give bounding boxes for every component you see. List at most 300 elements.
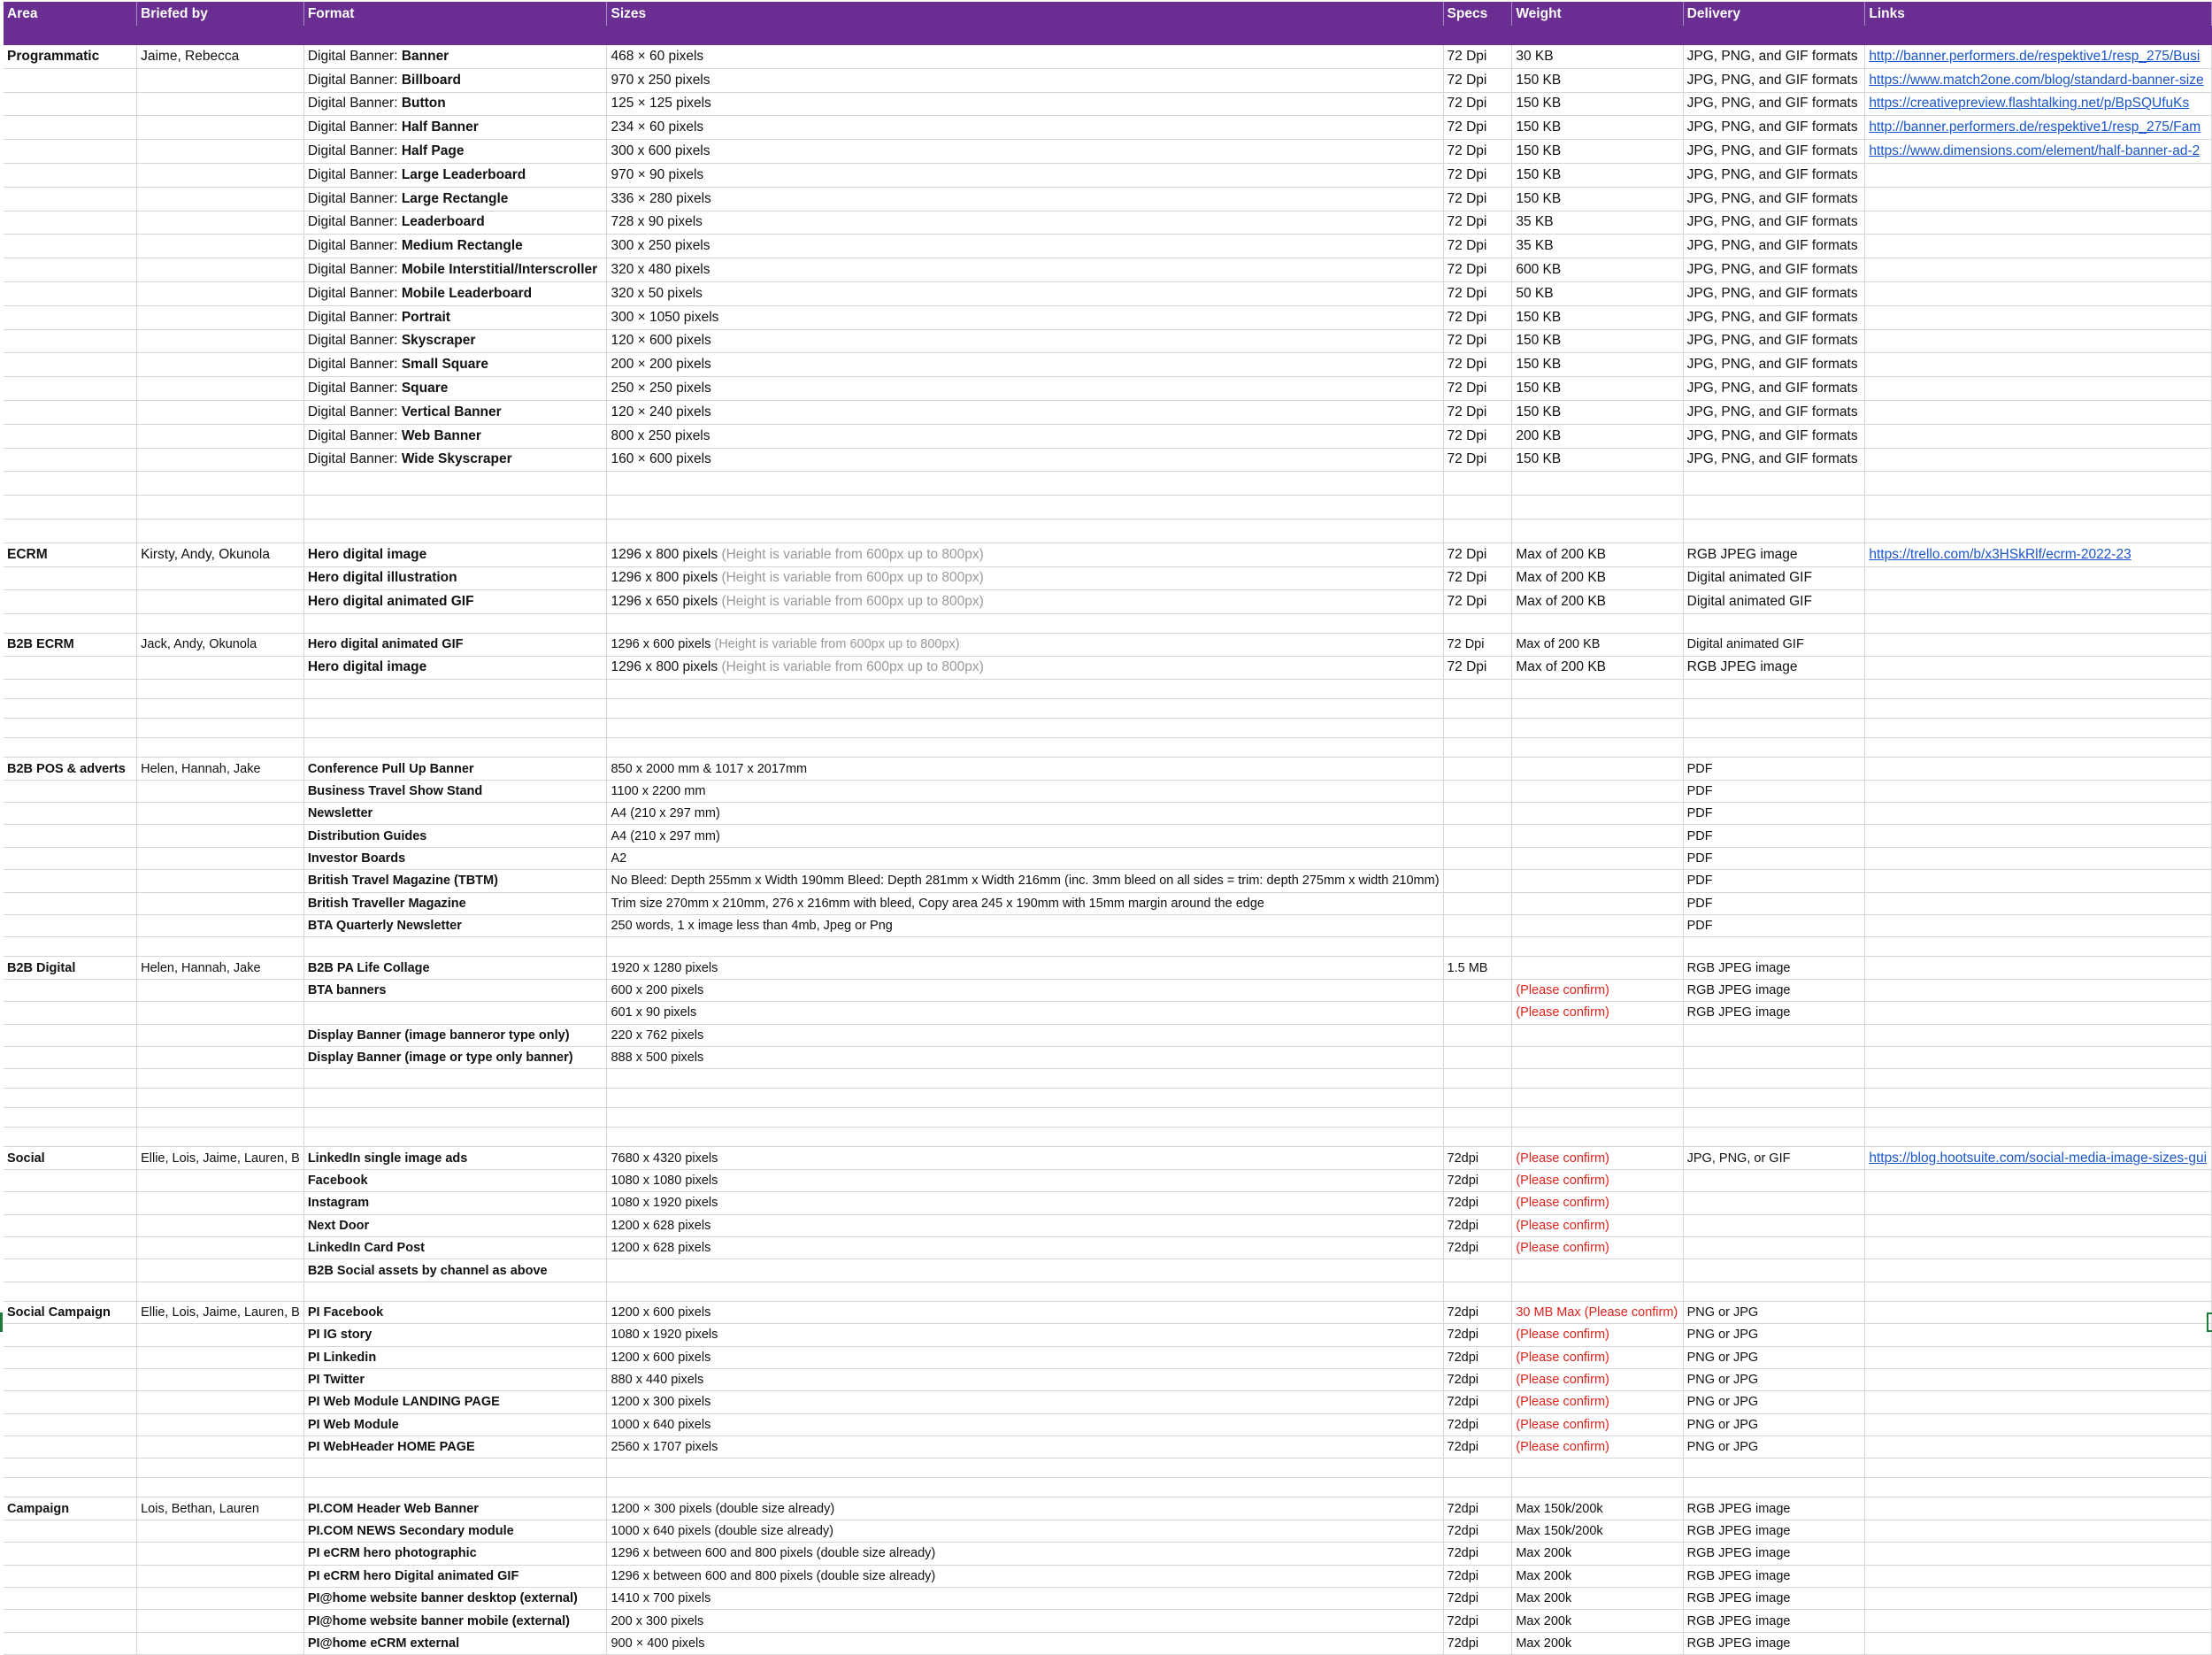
cell[interactable] xyxy=(1683,1413,1865,1436)
cell[interactable] xyxy=(607,68,1443,92)
cell[interactable] xyxy=(303,1259,607,1282)
cell[interactable] xyxy=(4,979,137,1001)
cell[interactable] xyxy=(1443,1108,1512,1128)
cell[interactable] xyxy=(1512,957,1683,979)
cell[interactable] xyxy=(303,543,607,566)
cell[interactable] xyxy=(137,614,304,634)
cell[interactable] xyxy=(137,1214,304,1236)
cell[interactable] xyxy=(1865,825,2212,847)
cell[interactable] xyxy=(1865,915,2212,937)
cell[interactable] xyxy=(4,1192,137,1214)
cell[interactable] xyxy=(607,258,1443,282)
cell[interactable] xyxy=(1443,979,1512,1001)
cell[interactable] xyxy=(1512,1089,1683,1108)
cell[interactable] xyxy=(1683,1543,1865,1565)
reference-link[interactable]: https://www.dimensions.com/element/half-banner-ad-2 xyxy=(1869,143,2200,159)
cell[interactable] xyxy=(4,1259,137,1282)
cell[interactable] xyxy=(1443,1610,1512,1632)
cell[interactable] xyxy=(137,1169,304,1191)
cell[interactable] xyxy=(1512,1391,1683,1413)
cell[interactable] xyxy=(4,92,137,116)
cell[interactable] xyxy=(303,780,607,802)
cell[interactable] xyxy=(1683,92,1865,116)
cell[interactable] xyxy=(1865,258,2212,282)
cell[interactable] xyxy=(1512,870,1683,892)
cell[interactable] xyxy=(4,258,137,282)
cell[interactable] xyxy=(4,68,137,92)
cell[interactable] xyxy=(1683,1497,1865,1520)
cell[interactable] xyxy=(137,1024,304,1046)
header-area[interactable]: Area xyxy=(4,2,137,26)
cell[interactable] xyxy=(4,1346,137,1368)
cell[interactable] xyxy=(4,825,137,847)
cell[interactable] xyxy=(1512,163,1683,187)
cell[interactable] xyxy=(1683,1024,1865,1046)
cell[interactable] xyxy=(1683,235,1865,258)
cell[interactable] xyxy=(4,281,137,305)
cell[interactable] xyxy=(137,656,304,680)
cell[interactable] xyxy=(1683,1478,1865,1497)
cell[interactable] xyxy=(303,353,607,377)
cell[interactable] xyxy=(1865,1543,2212,1565)
cell[interactable] xyxy=(607,1214,1443,1236)
cell[interactable] xyxy=(1512,543,1683,566)
cell[interactable] xyxy=(1443,424,1512,448)
cell[interactable] xyxy=(1683,1192,1865,1214)
cell[interactable] xyxy=(607,211,1443,235)
cell[interactable] xyxy=(4,1024,137,1046)
cell[interactable] xyxy=(4,448,137,472)
cell[interactable] xyxy=(607,1301,1443,1323)
cell[interactable] xyxy=(1865,1520,2212,1542)
cell[interactable] xyxy=(303,803,607,825)
cell[interactable] xyxy=(1512,979,1683,1001)
cell[interactable] xyxy=(1443,870,1512,892)
cell[interactable] xyxy=(1512,377,1683,401)
cell[interactable] xyxy=(303,496,607,520)
cell[interactable] xyxy=(303,92,607,116)
cell[interactable] xyxy=(1865,329,2212,353)
cell[interactable] xyxy=(1865,448,2212,472)
cell[interactable] xyxy=(137,448,304,472)
cell[interactable] xyxy=(607,590,1443,614)
cell[interactable] xyxy=(1512,1147,1683,1169)
cell[interactable] xyxy=(137,1478,304,1497)
cell[interactable] xyxy=(1865,1301,2212,1323)
cell[interactable] xyxy=(1865,1128,2212,1147)
cell[interactable] xyxy=(303,1368,607,1390)
cell[interactable] xyxy=(1443,1497,1512,1520)
cell[interactable] xyxy=(1512,1301,1683,1323)
cell[interactable] xyxy=(1683,472,1865,496)
cell[interactable] xyxy=(137,1108,304,1128)
cell[interactable] xyxy=(1443,1368,1512,1390)
header-sizes[interactable]: Sizes xyxy=(607,2,1443,26)
cell[interactable] xyxy=(303,235,607,258)
cell[interactable] xyxy=(303,1632,607,1654)
cell[interactable] xyxy=(137,1128,304,1147)
cell[interactable] xyxy=(1443,957,1512,979)
cell[interactable] xyxy=(303,258,607,282)
cell[interactable] xyxy=(1865,1459,2212,1478)
cell[interactable] xyxy=(1443,496,1512,520)
cell[interactable] xyxy=(303,1002,607,1024)
cell[interactable] xyxy=(303,1520,607,1542)
cell[interactable] xyxy=(1683,825,1865,847)
cell[interactable] xyxy=(1512,1368,1683,1390)
cell[interactable] xyxy=(1512,1069,1683,1089)
cell[interactable] xyxy=(137,847,304,869)
cell[interactable] xyxy=(1683,680,1865,699)
cell[interactable] xyxy=(607,448,1443,472)
cell[interactable] xyxy=(1683,1002,1865,1024)
cell[interactable] xyxy=(1512,1169,1683,1191)
cell[interactable] xyxy=(1683,211,1865,235)
cell[interactable] xyxy=(303,472,607,496)
cell[interactable] xyxy=(1683,614,1865,634)
cell[interactable] xyxy=(1512,803,1683,825)
cell[interactable] xyxy=(137,1147,304,1169)
cell[interactable] xyxy=(1443,140,1512,164)
cell[interactable] xyxy=(1443,566,1512,590)
cell[interactable] xyxy=(1512,68,1683,92)
cell[interactable] xyxy=(303,634,607,656)
cell[interactable] xyxy=(607,1520,1443,1542)
cell[interactable] xyxy=(303,1436,607,1459)
cell[interactable] xyxy=(1443,680,1512,699)
cell[interactable] xyxy=(137,400,304,424)
cell[interactable] xyxy=(137,825,304,847)
cell[interactable] xyxy=(303,566,607,590)
cell[interactable] xyxy=(303,915,607,937)
header-briefed-by[interactable]: Briefed by xyxy=(137,2,304,26)
cell[interactable] xyxy=(607,825,1443,847)
cell[interactable] xyxy=(1683,656,1865,680)
cell[interactable] xyxy=(1683,1128,1865,1147)
cell[interactable] xyxy=(4,305,137,329)
cell[interactable] xyxy=(1443,825,1512,847)
cell[interactable] xyxy=(137,1089,304,1108)
cell[interactable] xyxy=(137,543,304,566)
cell[interactable] xyxy=(1512,1436,1683,1459)
cell[interactable] xyxy=(1443,92,1512,116)
cell[interactable] xyxy=(1865,1497,2212,1520)
cell[interactable] xyxy=(1443,1147,1512,1169)
cell[interactable] xyxy=(607,1002,1443,1024)
cell[interactable] xyxy=(1683,116,1865,140)
cell[interactable] xyxy=(303,1478,607,1497)
cell[interactable] xyxy=(1443,1478,1512,1497)
cell[interactable] xyxy=(137,699,304,719)
cell[interactable] xyxy=(1865,45,2212,68)
cell[interactable] xyxy=(303,957,607,979)
cell[interactable] xyxy=(303,1413,607,1436)
cell[interactable] xyxy=(1865,116,2212,140)
cell[interactable] xyxy=(607,1282,1443,1301)
cell[interactable] xyxy=(137,68,304,92)
cell[interactable] xyxy=(1443,915,1512,937)
cell[interactable] xyxy=(1443,1391,1512,1413)
cell[interactable] xyxy=(607,163,1443,187)
cell[interactable] xyxy=(1683,400,1865,424)
cell[interactable] xyxy=(303,329,607,353)
cell[interactable] xyxy=(1512,719,1683,738)
cell[interactable] xyxy=(4,699,137,719)
cell[interactable] xyxy=(137,353,304,377)
cell[interactable] xyxy=(1512,116,1683,140)
cell[interactable] xyxy=(1443,1413,1512,1436)
cell[interactable] xyxy=(303,1147,607,1169)
cell[interactable] xyxy=(4,614,137,634)
cell[interactable] xyxy=(4,1002,137,1024)
cell[interactable] xyxy=(1683,1610,1865,1632)
reference-link[interactable]: https://www.match2one.com/blog/standard-banner-size xyxy=(1869,72,2204,88)
cell[interactable] xyxy=(137,1301,304,1323)
cell[interactable] xyxy=(303,699,607,719)
cell[interactable] xyxy=(1443,847,1512,869)
cell[interactable] xyxy=(1443,1047,1512,1069)
cell[interactable] xyxy=(1512,1324,1683,1346)
cell[interactable] xyxy=(4,472,137,496)
cell[interactable] xyxy=(4,377,137,401)
cell[interactable] xyxy=(137,1459,304,1478)
cell[interactable] xyxy=(1512,1282,1683,1301)
cell[interactable] xyxy=(1683,45,1865,68)
cell[interactable] xyxy=(1865,1147,2212,1169)
cell[interactable] xyxy=(1683,1282,1865,1301)
cell[interactable] xyxy=(607,870,1443,892)
cell[interactable] xyxy=(303,187,607,211)
cell[interactable] xyxy=(137,780,304,802)
cell[interactable] xyxy=(137,1565,304,1587)
cell[interactable] xyxy=(303,1459,607,1478)
cell[interactable] xyxy=(137,1588,304,1610)
cell[interactable] xyxy=(1683,1588,1865,1610)
cell[interactable] xyxy=(1683,870,1865,892)
cell[interactable] xyxy=(1443,1543,1512,1565)
cell[interactable] xyxy=(1865,1632,2212,1654)
cell[interactable] xyxy=(1683,448,1865,472)
cell[interactable] xyxy=(1865,235,2212,258)
cell[interactable] xyxy=(607,377,1443,401)
cell[interactable] xyxy=(1512,1632,1683,1654)
cell[interactable] xyxy=(303,1069,607,1089)
header-links[interactable]: Links xyxy=(1865,2,2212,26)
cell[interactable] xyxy=(607,780,1443,802)
cell[interactable] xyxy=(137,377,304,401)
cell[interactable] xyxy=(607,699,1443,719)
cell[interactable] xyxy=(1443,780,1512,802)
cell[interactable] xyxy=(303,870,607,892)
cell[interactable] xyxy=(4,719,137,738)
cell[interactable] xyxy=(1512,566,1683,590)
cell[interactable] xyxy=(1512,258,1683,282)
reference-link[interactable]: https://trello.com/b/x3HSkRlf/ecrm-2022-23 xyxy=(1869,546,2131,562)
cell[interactable] xyxy=(1443,472,1512,496)
cell[interactable] xyxy=(1865,1214,2212,1236)
cell[interactable] xyxy=(4,1128,137,1147)
cell[interactable] xyxy=(303,719,607,738)
cell[interactable] xyxy=(1443,1588,1512,1610)
cell[interactable] xyxy=(607,1391,1443,1413)
cell[interactable] xyxy=(4,1368,137,1390)
cell[interactable] xyxy=(1683,1047,1865,1069)
cell[interactable] xyxy=(137,566,304,590)
cell[interactable] xyxy=(1512,1459,1683,1478)
cell[interactable] xyxy=(137,1391,304,1413)
cell[interactable] xyxy=(607,92,1443,116)
cell[interactable] xyxy=(1443,892,1512,914)
cell[interactable] xyxy=(137,915,304,937)
cell[interactable] xyxy=(137,1368,304,1390)
cell[interactable] xyxy=(1512,590,1683,614)
cell[interactable] xyxy=(137,281,304,305)
cell[interactable] xyxy=(607,1459,1443,1478)
cell[interactable] xyxy=(1512,892,1683,914)
cell[interactable] xyxy=(1443,1520,1512,1542)
cell[interactable] xyxy=(137,937,304,957)
cell[interactable] xyxy=(137,1002,304,1024)
cell[interactable] xyxy=(303,140,607,164)
cell[interactable] xyxy=(1865,719,2212,738)
cell[interactable] xyxy=(4,847,137,869)
cell[interactable] xyxy=(4,634,137,656)
cell[interactable] xyxy=(1683,937,1865,957)
cell[interactable] xyxy=(1443,1024,1512,1046)
cell[interactable] xyxy=(1865,656,2212,680)
cell[interactable] xyxy=(137,1610,304,1632)
cell[interactable] xyxy=(1683,353,1865,377)
cell[interactable] xyxy=(137,472,304,496)
cell[interactable] xyxy=(1512,780,1683,802)
cell[interactable] xyxy=(1443,353,1512,377)
cell[interactable] xyxy=(1865,163,2212,187)
cell[interactable] xyxy=(1443,187,1512,211)
cell[interactable] xyxy=(607,45,1443,68)
cell[interactable] xyxy=(1865,870,2212,892)
cell[interactable] xyxy=(303,979,607,1001)
cell[interactable] xyxy=(1443,1259,1512,1282)
cell[interactable] xyxy=(137,116,304,140)
cell[interactable] xyxy=(1512,634,1683,656)
cell[interactable] xyxy=(607,566,1443,590)
cell[interactable] xyxy=(1865,1282,2212,1301)
cell[interactable] xyxy=(1512,937,1683,957)
cell[interactable] xyxy=(1512,614,1683,634)
cell[interactable] xyxy=(1512,1497,1683,1520)
cell[interactable] xyxy=(1865,519,2212,543)
cell[interactable] xyxy=(303,937,607,957)
cell[interactable] xyxy=(1512,1128,1683,1147)
cell[interactable] xyxy=(1512,140,1683,164)
cell[interactable] xyxy=(4,400,137,424)
cell[interactable] xyxy=(303,680,607,699)
cell[interactable] xyxy=(607,305,1443,329)
cell[interactable] xyxy=(607,496,1443,520)
cell[interactable] xyxy=(1443,803,1512,825)
cell[interactable] xyxy=(1865,281,2212,305)
cell[interactable] xyxy=(137,957,304,979)
cell[interactable] xyxy=(1865,472,2212,496)
cell[interactable] xyxy=(1865,566,2212,590)
cell[interactable] xyxy=(303,116,607,140)
cell[interactable] xyxy=(1512,92,1683,116)
cell[interactable] xyxy=(1865,1391,2212,1413)
cell[interactable] xyxy=(137,870,304,892)
cell[interactable] xyxy=(607,680,1443,699)
cell[interactable] xyxy=(4,1147,137,1169)
cell[interactable] xyxy=(303,656,607,680)
cell[interactable] xyxy=(137,1069,304,1089)
cell[interactable] xyxy=(1512,1610,1683,1632)
cell[interactable] xyxy=(1683,1436,1865,1459)
cell[interactable] xyxy=(1512,424,1683,448)
cell[interactable] xyxy=(1443,1236,1512,1259)
cell[interactable] xyxy=(4,496,137,520)
cell[interactable] xyxy=(1865,1565,2212,1587)
cell[interactable] xyxy=(137,424,304,448)
cell[interactable] xyxy=(1683,543,1865,566)
cell[interactable] xyxy=(1443,937,1512,957)
cell[interactable] xyxy=(303,519,607,543)
cell[interactable] xyxy=(1865,1108,2212,1128)
cell[interactable] xyxy=(1865,1169,2212,1191)
cell[interactable] xyxy=(303,892,607,914)
cell[interactable] xyxy=(1512,1346,1683,1368)
cell[interactable] xyxy=(1512,847,1683,869)
cell[interactable] xyxy=(1443,1632,1512,1654)
cell[interactable] xyxy=(137,1497,304,1520)
cell[interactable] xyxy=(137,1632,304,1654)
cell[interactable] xyxy=(1443,448,1512,472)
cell[interactable] xyxy=(303,758,607,780)
cell[interactable] xyxy=(4,803,137,825)
cell[interactable] xyxy=(137,1282,304,1301)
cell[interactable] xyxy=(4,1236,137,1259)
cell[interactable] xyxy=(4,45,137,68)
cell[interactable] xyxy=(1443,738,1512,758)
cell[interactable] xyxy=(303,738,607,758)
cell[interactable] xyxy=(1512,1214,1683,1236)
cell[interactable] xyxy=(4,957,137,979)
cell[interactable] xyxy=(1512,187,1683,211)
cell[interactable] xyxy=(4,1632,137,1654)
cell[interactable] xyxy=(1865,780,2212,802)
cell[interactable] xyxy=(4,1089,137,1108)
cell[interactable] xyxy=(1683,1368,1865,1390)
cell[interactable] xyxy=(1865,1002,2212,1024)
cell[interactable] xyxy=(1683,719,1865,738)
cell[interactable] xyxy=(1512,353,1683,377)
cell[interactable] xyxy=(1512,1520,1683,1542)
cell[interactable] xyxy=(4,519,137,543)
header-delivery[interactable]: Delivery xyxy=(1683,2,1865,26)
cell[interactable] xyxy=(303,614,607,634)
cell[interactable] xyxy=(1443,116,1512,140)
cell[interactable] xyxy=(607,1436,1443,1459)
cell[interactable] xyxy=(137,235,304,258)
cell[interactable] xyxy=(607,424,1443,448)
cell[interactable] xyxy=(607,1497,1443,1520)
cell[interactable] xyxy=(1683,281,1865,305)
cell[interactable] xyxy=(1865,590,2212,614)
cell[interactable] xyxy=(1512,738,1683,758)
cell[interactable] xyxy=(4,1478,137,1497)
cell[interactable] xyxy=(303,1128,607,1147)
cell[interactable] xyxy=(1512,329,1683,353)
cell[interactable] xyxy=(607,738,1443,758)
cell[interactable] xyxy=(137,187,304,211)
